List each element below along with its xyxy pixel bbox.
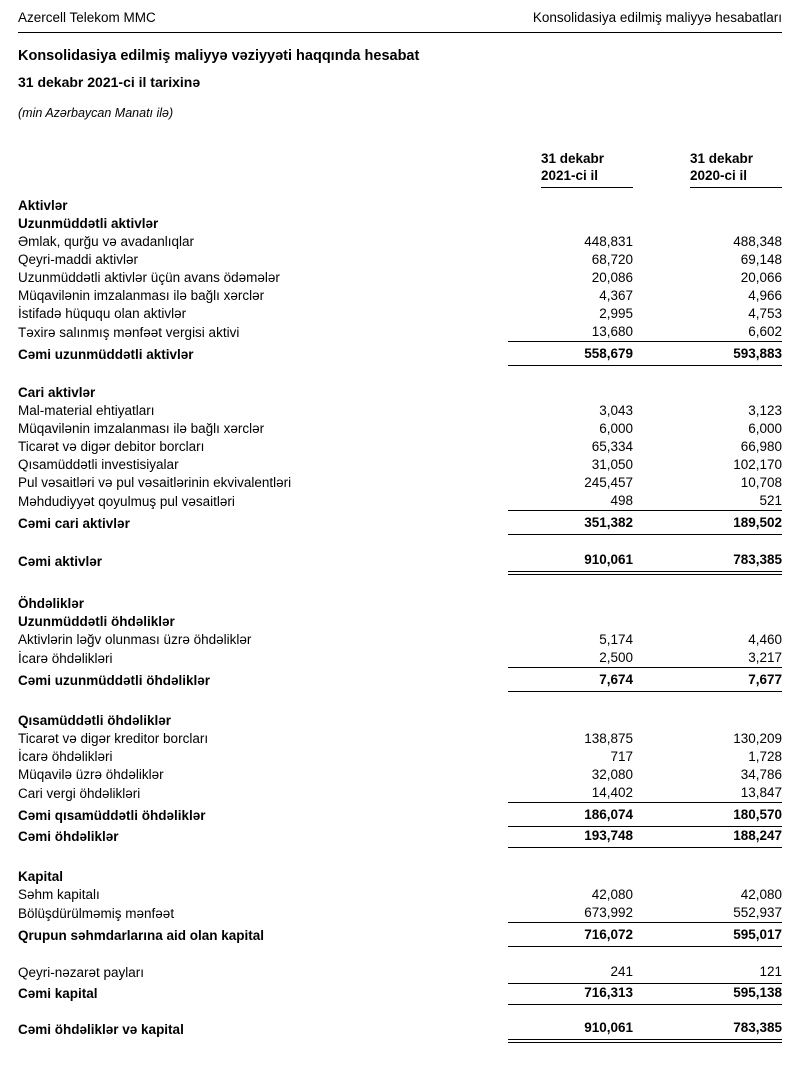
- row-label: Aktivlər: [18, 198, 68, 213]
- spacer-row: [18, 947, 782, 964]
- table-row: [18, 595, 782, 613]
- spacer-cell: [18, 947, 782, 964]
- value-2021: 245,457: [584, 475, 633, 490]
- table-row: [18, 402, 782, 420]
- value-2021: 558,679: [508, 342, 633, 366]
- value-2020: [633, 868, 782, 886]
- spacer-cell: [18, 573, 782, 595]
- table-row: [18, 342, 782, 366]
- row-label: Məhdudiyyət qoyulmuş pul vəsaitləri: [18, 493, 235, 509]
- row-label: Cəmi öhdəliklər və kapital: [18, 1022, 184, 1037]
- table-row: [18, 923, 782, 947]
- table-row: [18, 323, 782, 342]
- value-2020: 6,602: [748, 324, 782, 339]
- value-2021: 448,831: [584, 234, 633, 249]
- value-2021: 20,086: [591, 270, 633, 285]
- table-row: [18, 438, 782, 456]
- spacer-cell: [18, 692, 782, 713]
- value-2020: 595,017: [633, 923, 782, 947]
- table-row: [18, 251, 782, 269]
- value-2021: 7,674: [508, 668, 633, 692]
- value-2020: 7,677: [633, 668, 782, 692]
- date-line: 31 dekabr 2021-ci il tarixinə: [18, 74, 201, 90]
- value-2021: 717: [610, 749, 633, 764]
- spacer-cell: [18, 1005, 782, 1020]
- value-2020: 13,847: [740, 785, 782, 800]
- row-label: Pul vəsaitləri və pul vəsaitlərinin ekvivalentləri: [18, 475, 292, 490]
- value-2021: 13,680: [591, 324, 633, 339]
- table-row: [18, 803, 782, 827]
- value-2021: 42,080: [591, 887, 633, 902]
- value-2020: 4,753: [748, 306, 782, 321]
- spacer-cell: [18, 366, 782, 385]
- value-2021: 5,174: [599, 632, 633, 647]
- table-row: [18, 511, 782, 535]
- table-row: [18, 631, 782, 649]
- value-2021: 6,000: [599, 421, 633, 436]
- value-2021: [508, 595, 633, 613]
- row-label: Mal-material ehtiyatları: [18, 403, 155, 418]
- table-row: [18, 827, 782, 848]
- row-label: Təxirə salınmış mənfəət vergisi aktivi: [18, 324, 240, 340]
- value-2020: 66,980: [740, 439, 782, 454]
- value-2020: [633, 613, 782, 631]
- table-row: [18, 233, 782, 251]
- financial-table: [18, 150, 782, 1043]
- value-2021: 498: [610, 493, 633, 508]
- value-2021: 138,875: [584, 731, 633, 746]
- table-row: [18, 551, 782, 573]
- row-label: Aktivlərin ləğv olunması üzrə öhdəliklər: [18, 632, 252, 647]
- row-label: İcarə öhdəlikləri: [18, 749, 113, 764]
- row-label: Kapital: [18, 869, 64, 884]
- units-note: (min Azərbaycan Manatı ilə): [18, 106, 174, 120]
- value-2021: [508, 868, 633, 886]
- value-2021: [508, 384, 633, 402]
- value-2021: [508, 712, 633, 730]
- value-2020: 102,170: [733, 457, 782, 472]
- row-label: Əmlak, qurğu və avadanlıqlar: [18, 234, 195, 249]
- value-2021: 31,050: [591, 457, 633, 472]
- table-row: [18, 305, 782, 323]
- value-2021: 65,334: [591, 439, 633, 454]
- value-2020: 488,348: [733, 234, 782, 249]
- column-header-2021: [508, 150, 633, 188]
- table-row: [18, 784, 782, 803]
- spacer-row: [18, 366, 782, 385]
- company-name: Azercell Telekom MMC: [18, 10, 156, 25]
- table-row: [18, 963, 782, 984]
- row-label: Cəmi kapital: [18, 985, 98, 1001]
- table-row: [18, 730, 782, 748]
- table-row: [18, 287, 782, 305]
- value-2021: 193,748: [508, 827, 633, 848]
- table-row: [18, 613, 782, 631]
- row-label: Uzunmüddətli aktivlər üçün avans ödəmələr: [18, 270, 280, 285]
- table-row: [18, 456, 782, 474]
- value-2020: [633, 215, 782, 233]
- row-label: Qısamüddətli investisiyalar: [18, 457, 179, 472]
- table-row: [18, 420, 782, 438]
- col-2021-line1: 31 dekabr: [541, 151, 605, 166]
- table-row: [18, 1019, 782, 1041]
- value-2020: 783,385: [633, 551, 782, 573]
- col-2021-line2: 2021-ci il: [541, 168, 599, 183]
- col-2020-line2: 2020-ci il: [690, 168, 748, 183]
- value-2021: 2,500: [599, 650, 633, 665]
- row-label: Bölüşdürülməmiş mənfəət: [18, 905, 175, 921]
- row-label: Cəmi uzunmüddətli aktivlər: [18, 346, 194, 362]
- table-row: [18, 384, 782, 402]
- value-2020: 4,460: [748, 632, 782, 647]
- spacer-row: [18, 1005, 782, 1020]
- value-2020: 189,502: [633, 511, 782, 535]
- col-2020-line1: 31 dekabr: [690, 151, 754, 166]
- row-label: İcarə öhdəlikləri: [18, 650, 113, 666]
- row-label: Müqavilənin imzalanması ilə bağlı xərclər: [18, 288, 265, 303]
- value-2020: [633, 595, 782, 613]
- page-title: Konsolidasiya edilmiş maliyyə vəziyyəti haqqında hesabat: [18, 48, 420, 64]
- column-header-row: [18, 150, 782, 188]
- row-label: Qrupun səhmdarlarına aid olan kapital: [18, 927, 265, 943]
- row-label: Səhm kapitalı: [18, 887, 100, 902]
- value-2020: 188,247: [633, 827, 782, 848]
- column-header-2020: [633, 150, 782, 188]
- value-2020: [633, 188, 782, 215]
- table-row: [18, 668, 782, 692]
- value-2020: 3,123: [748, 403, 782, 418]
- value-2020: 6,000: [748, 421, 782, 436]
- value-2021: 186,074: [508, 803, 633, 827]
- spacer-cell: [18, 848, 782, 869]
- row-label: Qeyri-nəzarət payları: [18, 964, 145, 980]
- financial-table-body: [18, 188, 782, 1041]
- value-2020: 1,728: [748, 749, 782, 764]
- value-2021: 4,367: [599, 288, 633, 303]
- label-column-header: [18, 150, 508, 188]
- value-2021: 716,313: [508, 984, 633, 1005]
- value-2021: 68,720: [591, 252, 633, 267]
- row-label: Cari vergi öhdəlikləri: [18, 785, 141, 801]
- table-row: [18, 492, 782, 511]
- table-row: [18, 886, 782, 904]
- report-type-label: Konsolidasiya edilmiş maliyyə hesabatları: [532, 10, 782, 25]
- value-2021: 910,061: [508, 1019, 633, 1041]
- table-row: [18, 188, 782, 215]
- row-label: Ticarət və digər debitor borcları: [18, 439, 205, 454]
- value-2020: 69,148: [740, 252, 782, 267]
- page-header: [18, 10, 782, 33]
- row-label: Uzunmüddətli öhdəliklər: [18, 614, 175, 629]
- value-2021: 716,072: [508, 923, 633, 947]
- value-2021: 32,080: [591, 767, 633, 782]
- row-label: Cari aktivlər: [18, 385, 96, 400]
- table-row: [18, 748, 782, 766]
- table-row: [18, 215, 782, 233]
- row-label: Müqavilənin imzalanması ilə bağlı xərclər: [18, 421, 265, 436]
- value-2020: 595,138: [633, 984, 782, 1005]
- spacer-cell: [18, 535, 782, 552]
- row-label: Cəmi cari aktivlər: [18, 515, 130, 531]
- value-2020: 10,708: [740, 475, 782, 490]
- spacer-row: [18, 692, 782, 713]
- row-label: Cəmi qısamüddətli öhdəliklər: [18, 807, 206, 823]
- value-2020: 552,937: [733, 905, 782, 920]
- value-2020: 34,786: [740, 767, 782, 782]
- table-row: [18, 712, 782, 730]
- table-row: [18, 766, 782, 784]
- value-2020: 783,385: [633, 1019, 782, 1041]
- value-2020: 20,066: [740, 270, 782, 285]
- table-row: [18, 269, 782, 287]
- table-row: [18, 984, 782, 1005]
- value-2021: [508, 188, 633, 215]
- row-label: Qeyri-maddi aktivlər: [18, 252, 139, 267]
- row-label: Cəmi öhdəliklər: [18, 828, 119, 844]
- spacer-row: [18, 848, 782, 869]
- value-2020: 521: [759, 493, 782, 508]
- table-row: [18, 904, 782, 923]
- value-2020: [633, 712, 782, 730]
- row-label: Öhdəliklər: [18, 596, 85, 611]
- value-2021: [508, 613, 633, 631]
- value-2021: [508, 215, 633, 233]
- value-2021: 14,402: [591, 785, 633, 800]
- row-label: Cəmi uzunmüddətli öhdəliklər: [18, 672, 211, 688]
- table-row: [18, 649, 782, 668]
- value-2021: 3,043: [599, 403, 633, 418]
- value-2020: 593,883: [633, 342, 782, 366]
- value-2020: 130,209: [733, 731, 782, 746]
- value-2021: 910,061: [508, 551, 633, 573]
- row-label: Ticarət və digər kreditor borcları: [18, 731, 209, 746]
- row-label: İstifadə hüququ olan aktivlər: [18, 306, 187, 321]
- spacer-row: [18, 535, 782, 552]
- value-2020: 121: [633, 963, 782, 984]
- row-label: Cəmi aktivlər: [18, 554, 103, 569]
- value-2021: 2,995: [599, 306, 633, 321]
- value-2020: 42,080: [740, 887, 782, 902]
- value-2021: 241: [508, 963, 633, 984]
- spacer-row: [18, 573, 782, 595]
- table-row: [18, 868, 782, 886]
- value-2020: [633, 384, 782, 402]
- row-label: Müqavilə üzrə öhdəliklər: [18, 767, 164, 782]
- value-2021: 673,992: [584, 905, 633, 920]
- row-label: Uzunmüddətli aktivlər: [18, 216, 159, 231]
- value-2020: 180,570: [633, 803, 782, 827]
- row-label: Qısamüddətli öhdəliklər: [18, 713, 172, 728]
- value-2020: 4,966: [748, 288, 782, 303]
- value-2021: 351,382: [508, 511, 633, 535]
- value-2020: 3,217: [748, 650, 782, 665]
- table-row: [18, 474, 782, 492]
